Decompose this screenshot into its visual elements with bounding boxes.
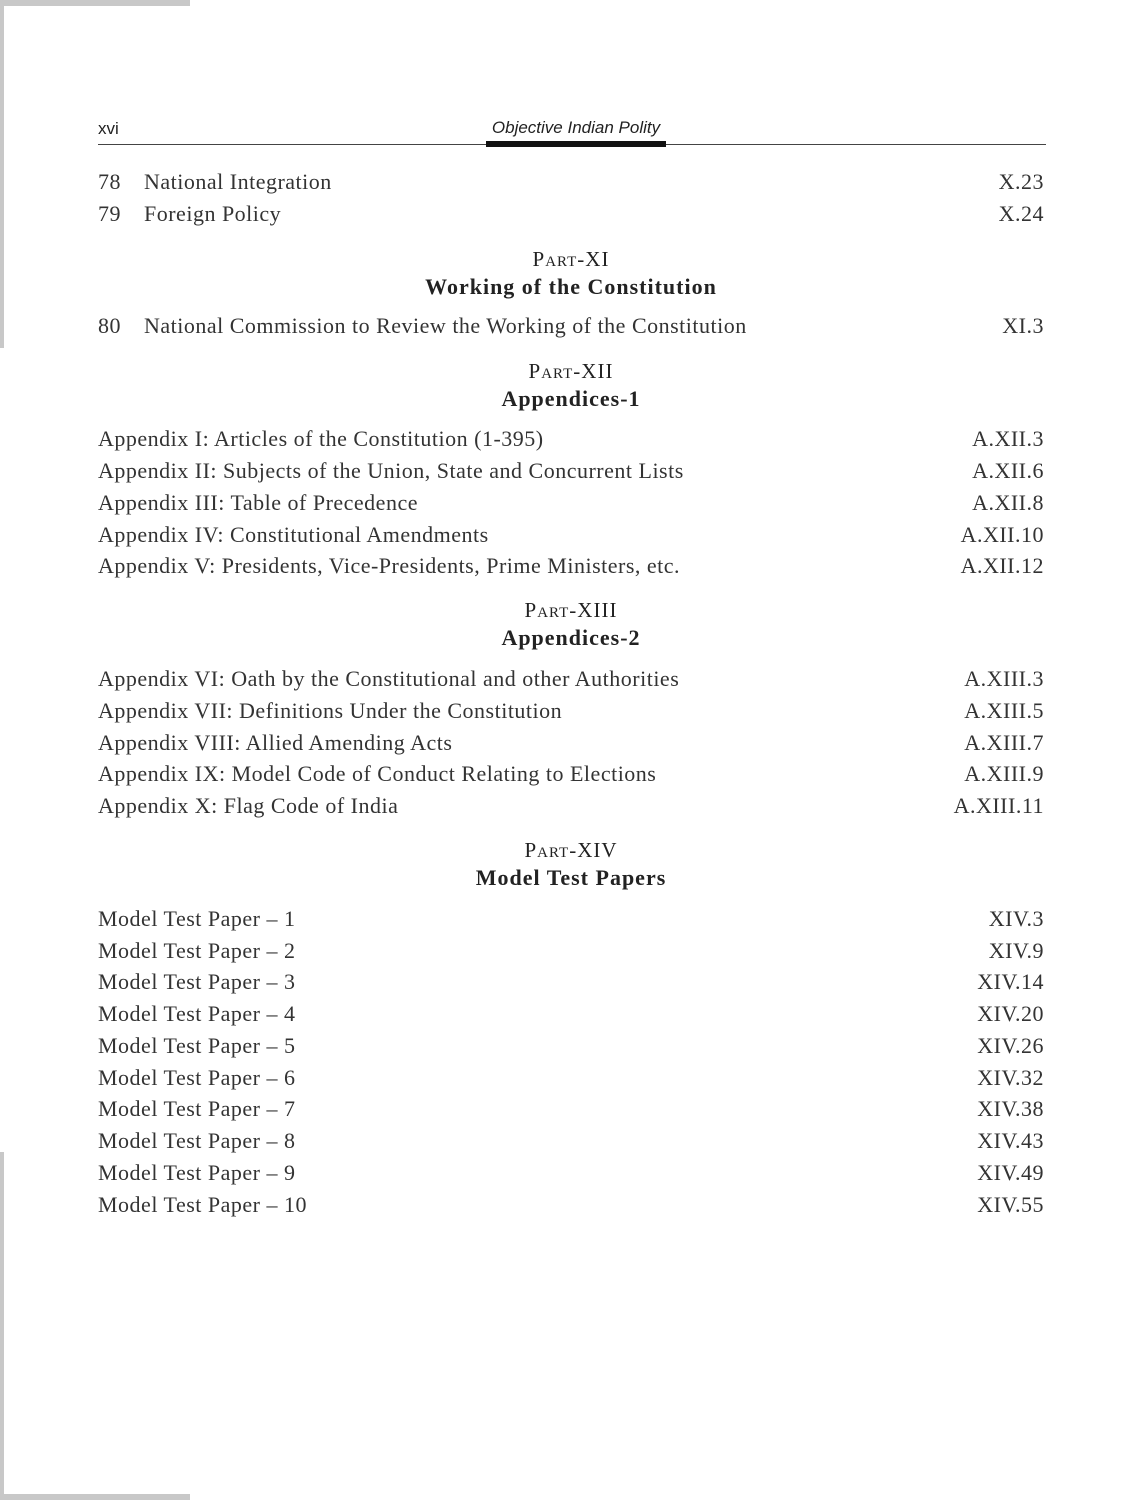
appendix-title: Appendix VII: Definitions Under the Constitution — [98, 698, 563, 723]
chapter-number: 79 — [98, 201, 121, 226]
part-title: Appendices-1 — [501, 386, 641, 411]
test-paper-title: Model Test Paper – 2 — [98, 938, 296, 963]
part-label: Part-XI — [532, 247, 610, 271]
page-reference: A.XIII.7 — [964, 730, 1044, 755]
page-reference: XIV.49 — [977, 1160, 1044, 1185]
toc-entry[interactable] — [98, 198, 1044, 230]
page-folio: xvi — [98, 119, 119, 138]
scan-edge-bottom — [0, 1494, 190, 1500]
toc-entry[interactable] — [98, 487, 1044, 519]
chapter-title: National Integration — [144, 169, 332, 194]
toc-entry[interactable] — [98, 550, 1044, 582]
toc-entry[interactable] — [98, 663, 1044, 695]
test-paper-title: Model Test Paper – 6 — [98, 1065, 296, 1090]
part-heading — [98, 837, 1044, 893]
page-reference: XIV.26 — [977, 1033, 1044, 1058]
toc-entry[interactable] — [98, 903, 1044, 935]
chapter-number: 80 — [98, 313, 121, 338]
page-reference: A.XIII.11 — [953, 793, 1044, 818]
toc-entry[interactable] — [98, 455, 1044, 487]
running-head — [98, 116, 1046, 148]
appendix-title: Appendix IX: Model Code of Conduct Relating to Elections — [98, 761, 657, 786]
chapter-title: Foreign Policy — [144, 201, 282, 226]
test-paper-title: Model Test Paper – 1 — [98, 906, 296, 931]
appendix-title: Appendix III: Table of Precedence — [98, 490, 418, 515]
page-reference: A.XII.8 — [972, 490, 1044, 515]
page-reference: XIV.20 — [977, 1001, 1044, 1026]
part-heading — [98, 597, 1044, 653]
toc-entry[interactable] — [98, 695, 1044, 727]
book-title: Objective Indian Polity — [491, 118, 661, 137]
page-reference: XIV.32 — [977, 1065, 1044, 1090]
scan-edge-left — [0, 0, 4, 348]
appendix-title: Appendix IV: Constitutional Amendments — [98, 522, 489, 547]
page-reference: XIV.43 — [977, 1128, 1044, 1153]
test-paper-title: Model Test Paper – 10 — [98, 1192, 307, 1217]
test-paper-title: Model Test Paper – 4 — [98, 1001, 296, 1026]
test-paper-title: Model Test Paper – 5 — [98, 1033, 296, 1058]
test-paper-title: Model Test Paper – 9 — [98, 1160, 296, 1185]
toc-entry[interactable] — [98, 519, 1044, 551]
scan-edge-left — [0, 1152, 4, 1500]
toc-entry[interactable] — [98, 758, 1044, 790]
chapter-number: 78 — [98, 169, 121, 194]
part-title: Working of the Constitution — [425, 274, 717, 299]
page-reference: XIV.9 — [988, 938, 1044, 963]
page-reference: A.XII.3 — [972, 426, 1044, 451]
test-paper-title: Model Test Paper – 8 — [98, 1128, 296, 1153]
appendix-title: Appendix VIII: Allied Amending Acts — [98, 730, 453, 755]
toc-entry[interactable] — [98, 966, 1044, 998]
toc-entry[interactable] — [98, 998, 1044, 1030]
page-reference: A.XIII.3 — [964, 666, 1044, 691]
page-reference: X.24 — [998, 201, 1044, 226]
scan-edge-top — [0, 0, 190, 6]
test-paper-title: Model Test Paper – 7 — [98, 1096, 296, 1121]
page-reference: XIV.38 — [977, 1096, 1044, 1121]
toc-entry[interactable] — [98, 1157, 1044, 1189]
header-accent-bar — [486, 141, 666, 147]
page-reference: XIV.3 — [988, 906, 1044, 931]
toc-entry[interactable] — [98, 1030, 1044, 1062]
toc-entry[interactable] — [98, 310, 1044, 342]
appendix-title: Appendix V: Presidents, Vice-Presidents, Prime Ministers, etc. — [98, 553, 681, 578]
toc-entry[interactable] — [98, 1125, 1044, 1157]
part-heading — [98, 358, 1044, 414]
part-label: Part-XIV — [524, 838, 618, 862]
appendix-title: Appendix VI: Oath by the Constitutional and other Authorities — [98, 666, 680, 691]
toc-entry[interactable] — [98, 423, 1044, 455]
page-reference: A.XII.6 — [972, 458, 1044, 483]
page-reference: A.XII.10 — [960, 522, 1044, 547]
part-label: Part-XII — [528, 359, 614, 383]
toc-entry[interactable] — [98, 790, 1044, 822]
chapter-title: National Commission to Review the Working of the Constitution — [144, 313, 747, 338]
page-reference: XIV.14 — [977, 969, 1044, 994]
part-heading — [98, 246, 1044, 302]
part-label: Part-XIII — [524, 598, 618, 622]
appendix-title: Appendix II: Subjects of the Union, State and Concurrent Lists — [98, 458, 684, 483]
page-reference: A.XIII.5 — [964, 698, 1044, 723]
page-reference: X.23 — [998, 169, 1044, 194]
test-paper-title: Model Test Paper – 3 — [98, 969, 296, 994]
appendix-title: Appendix I: Articles of the Constitution (1-395) — [98, 426, 544, 451]
toc-entry[interactable] — [98, 1062, 1044, 1094]
toc-entry[interactable] — [98, 1189, 1044, 1221]
page-reference: XIV.55 — [977, 1192, 1044, 1217]
page-reference: A.XII.12 — [960, 553, 1044, 578]
toc-entry[interactable] — [98, 727, 1044, 759]
part-title: Model Test Papers — [475, 865, 667, 890]
appendix-title: Appendix X: Flag Code of India — [98, 793, 399, 818]
toc-entry[interactable] — [98, 935, 1044, 967]
toc-entry[interactable] — [98, 166, 1044, 198]
part-title: Appendices-2 — [501, 625, 641, 650]
page-reference: XI.3 — [1002, 313, 1044, 338]
toc-entry[interactable] — [98, 1093, 1044, 1125]
page-reference: A.XIII.9 — [964, 761, 1044, 786]
